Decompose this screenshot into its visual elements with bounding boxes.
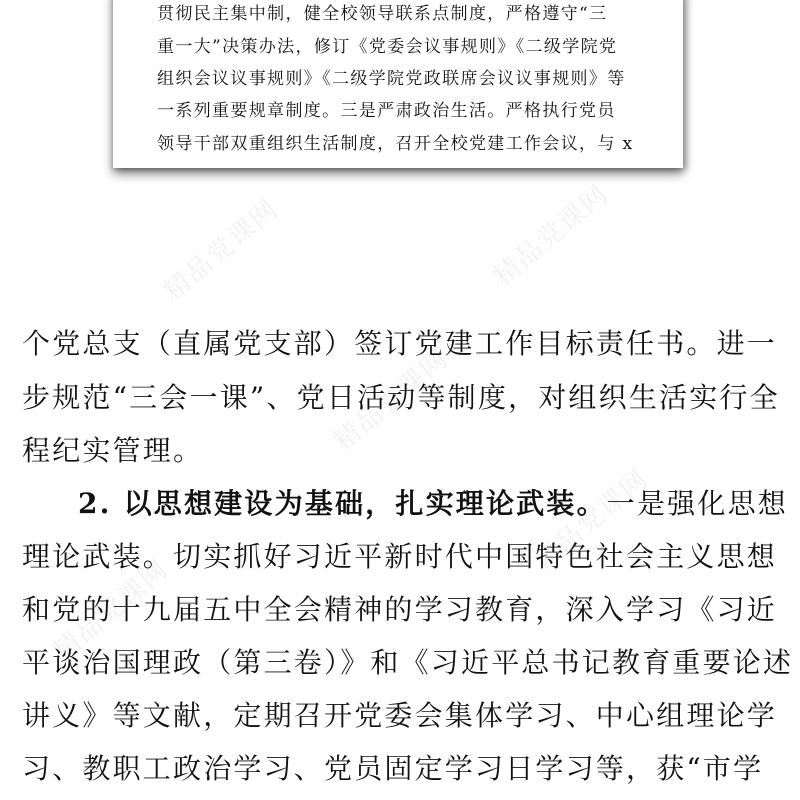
card-line: 重一大”决策办法，修订《党委会议事规则》《二级学院党 (157, 37, 618, 57)
watermark: 精品党课网 (48, 553, 175, 667)
body-line: 理论武装。切实抓好习近平新时代中国特色社会主义思想 (22, 540, 778, 573)
card-line: 一系列重要规章制度。三是严肃政治生活。严格执行党员 (157, 101, 616, 121)
body-line: 习、教职工政治学习、党员固定学习日学习等，获“市学 (22, 752, 764, 785)
section-heading-line (78, 484, 800, 524)
body-line: 平谈治国理政（第三卷）》和《习近平总书记教育重要论述 (22, 646, 794, 679)
watermark: 精品党课网 (528, 463, 655, 577)
watermark: 精品党课网 (488, 178, 615, 292)
body-line: 程纪实管理。 (22, 434, 204, 467)
watermark: 精品党课网 (158, 193, 285, 307)
document-preview-card (113, 0, 683, 168)
body-line: 和党的十九届五中全会精神的学习教育，深入学习《习近 (22, 593, 778, 626)
card-line: 贯彻民主集中制，健全校领导联系点制度，严格遵守“三 (157, 4, 608, 24)
body-line: 讲义》等文献，定期召开党委会集体学习、中心组理论学 (22, 699, 778, 732)
card-line: 组织会议议事规则》《二级学院党政联席会议议事规则》等 (157, 69, 626, 89)
section-heading: 2. 以思想建设为基础，扎实理论武装。 (78, 487, 607, 520)
body-line: 步规范“三会一课”、党日活动等制度，对组织生活实行全 (22, 381, 780, 414)
section-heading-tail: 一是强化思想 (606, 487, 788, 520)
card-line: 领导干部双重组织生活制度，召开全校党建工作会议，与 x (157, 134, 634, 154)
watermark: 精品党课网 (328, 343, 455, 457)
body-line: 个党总支（直属党支部）签订党建工作目标责任书。进一 (22, 327, 778, 360)
